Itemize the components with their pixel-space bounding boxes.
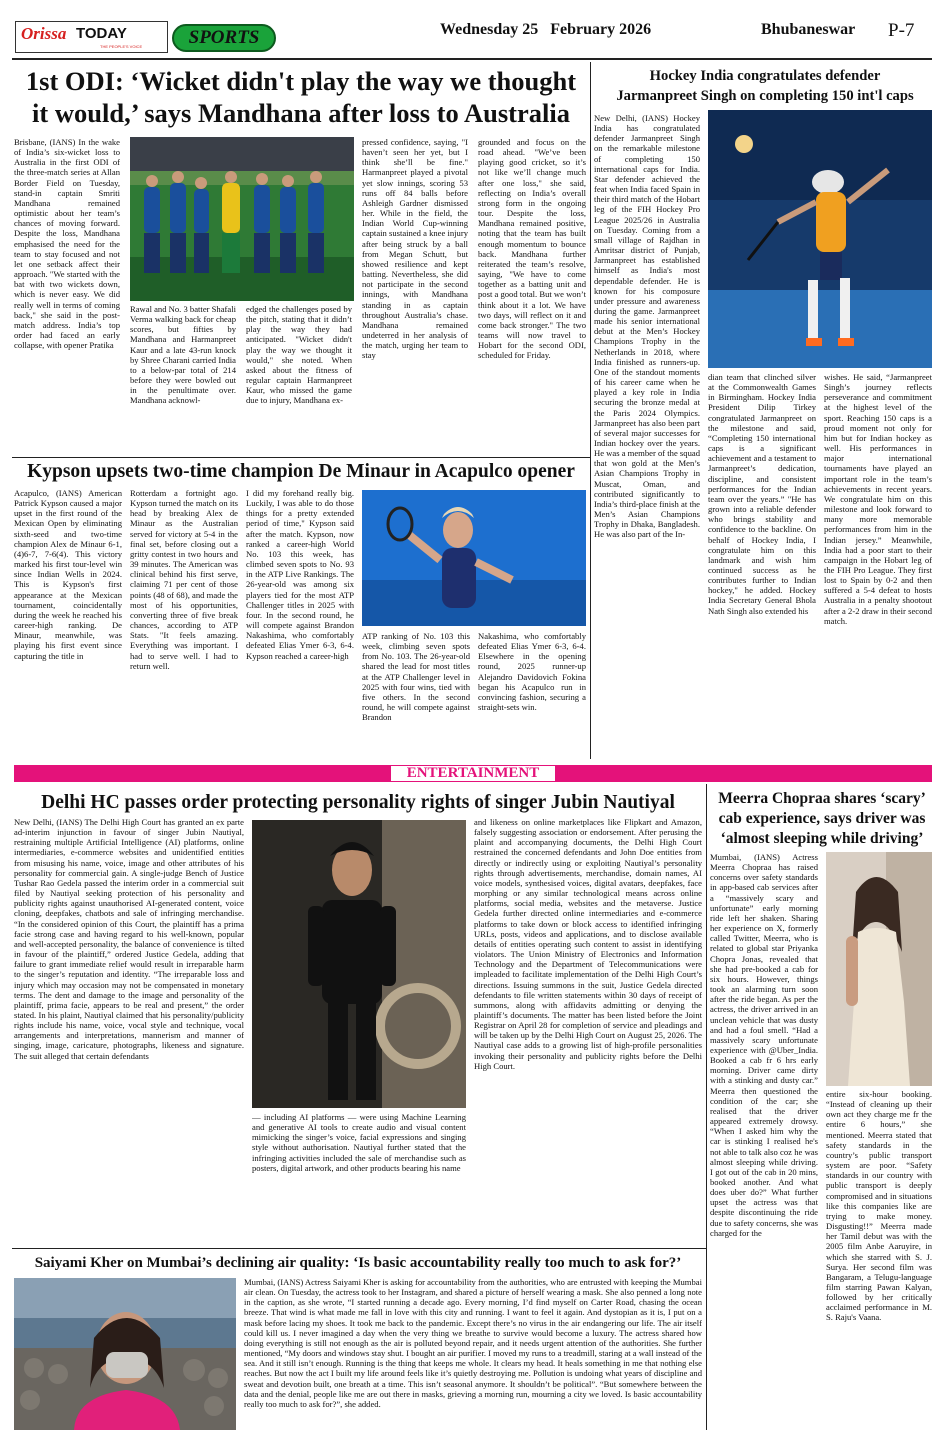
article-column: I did my forehand really big. Luckily, I was able to do those things for a pretty extended period of time," Kypson said after the match. Kypson, now ranked a career-high World No. 103 this week, has climbed seven spots to No. 93 in the ATP Live Rankings. The 26-year-old was among six players tied for the most ATP Challenger titles in 2025 with four. In the second round, he will compete against Brandon Nakashima, who comfortably defeated Elias Ymer 6-3, 6-4. Kypson reached a career-high [246,488,354,661]
headline: Delhi HC passes order protecting personality rights of singer Jubin Nautiyal [41,792,675,813]
logo-today: TODAY [76,25,127,42]
article-column: grounded and focus on the road ahead. "We’ve been playing good cricket, so it’s not like we’ll change much after one loss," she said, reflecting on India’s overall strong form in the ongoing tour. Despite the loss, Mandhana remained positive, noting that the team has built enough momentum to bounce back. Mandhana further reiterated the team’s resolve, saying, "We have to come together as a batting unit and post a good total. But we won’t think about it a lot. We have two days, will reflect on it and come back stronger." The two teams will now travel to Hobart for the second ODI, scheduled for Friday. [478,137,586,361]
article-column: and likeness on online marketplaces like Flipkart and Amazon, falsely suggesting association or endorsement. After perusing the plaint and accompanying documents, the Delhi High Court restrained the concerned defendants and John Doe entities from directly or indirectly using or exploiting Nautiyal’s personality rights through advertisements, merchandise, domain names, AI voice models, synthesised voices, digital avatars, deepfakes, face morphing or any similar technological means across online platforms, social media, websites and the metaverse. Justice Gedela further directed online intermediaries and e-commerce platforms to take down or block access to identified infringing URLs, posts, videos and applications, and to disclose available details of entities operating such content to assist in identifying violators. The Union Ministry of Electronics and Information Technology and the Department of Telecommunications were impleaded to facilitate implementation of the Delhi High Court’s directions. Issuing summons in the suit, Justice Gedela directed defendants to file written statements within 30 days of receipt of summons, along with affidavits admitting or denying the plaintiff’s documents. The matter has been listed before the Joint Registrar on April 28 for completion of service and pleadings and will be taken up by the Delhi High Court on August 25, 2026. The Nautiyal case adds to a growing list of high-profile personalities invoking their personality and publicity rights before the Delhi High Court. [474,817,702,1071]
article-column: Acapulco, (IANS) American Patrick Kypson caused a major upset in the first round of the Mexican Open by eliminating sixth-seed and two-time champion Alex de Minaur 6-1, (4)6-7, 7-6(4). This victory marked his first tour-level win since Indian Wells in 2024. This is Kypson's first appearance at the Mexican tournament, coincidentally during the week he reached his career-high ranking. De Minaur, meanwhile, was playing his first event since capturing the title in [14,488,122,661]
section-rule [12,457,590,458]
column-divider [706,784,707,1430]
masthead-rule [12,58,932,60]
page-number: P-7 [888,20,915,41]
headline-line: Meerra Chopraa shares ‘scary’ [718,790,926,807]
article-column: edged the challenges posed by the pitch, stating that it didn’t play the way they had anticipated. "Wicket didn't play the way we thought it would," she noted. When asked about the fitness of regular captain Harmanpreet Kaur, who missed the game due to injury, Mandhana ex- [246,304,352,406]
article-column: New Delhi, (IANS) Hockey India has congratulated defender Jarmanpreet Singh on the remarkable milestone of completing 150 international caps for India. Star defender achieved the feat when India faced Spain in their third match of the Hobart leg of the FIH Hockey Pro League 2025/26 in Australia on Tuesday. Coming from a small village of Rajdhan in Amritsar district of Punjab, Jarmanpreet has established himself as India's most dependable defender. He is known for his composure under pressure and awareness during the game. Jarmanpreet made his senior international debut at the Men’s Hockey Champions Trophy in the Netherlands in 2018, where India finished as runners-up. One of the standout moments of his career came when he played a key role in India securing the bronze medal at the Paris 2024 Olympics. Jarmanpreet has also been part of several major successes for Indian hockey over the years. He was a member of the squad that won gold at the Men’s Asian Champions Trophy in Muscat, Oman, and contributed significantly to India’s third-place finish at the Men’s Asian Champions Trophy in Dhaka, Bangladesh. He was also part of the In- [594,113,700,540]
article-column: dian team that clinched silver at the Commonwealth Games in Birmingham. Hockey India President Dilip Tirkey congratulated Jarmanpreet on the milestone and said, “Completing 150 international caps is a significant achievement and a testament to Jarmanpreet’s dedication, discipline, and consistent performances for the Indian team over the years.” "He has grown into a reliable defender who brings stability and confidence to the backline. On behalf of Hockey India, I congratulate him on this landmark and wish him continued success as he contributes further to Indian hockey," he added. Hockey India Secretary General Bhola Nath Singh also extended his [708,372,816,616]
article-column: pressed confidence, saying, "I haven’t seen her yet, but I think she’ll be fine." Harmanpreet played a pivotal yet slow innings, scoring 53 runs off 84 balls before Ashleigh Gardner dismissed her. While in the field, the Indian World Cup-winning captain sustained a knee injury after being struck by a ball from Megan Schutt, but showed resilience and kept batting. Nevertheless, she did not participate in the second innings, with Mandhana standing in as captain throughout Australia’s chase. Mandhana remained undeterred in her analysis of the match, urging her team to stay [362,137,468,361]
article-column: ATP ranking of No. 103 this week, climbing seven spots from No. 103. The 26-year-old shared the lead for most titles at the ATP Challenger level in 2025 with four wins, tied with five others. In the second round, he will compete against Brandon [362,631,470,723]
tennis-photo [362,490,586,626]
headline [710,789,934,849]
headline-line: cab experience, says driver was [718,810,926,827]
headline-line: Hockey India congratulates defender [649,68,881,84]
headline [14,65,588,129]
entertainment-label-box [390,765,556,782]
masthead [0,0,945,62]
section-rule [12,1248,706,1249]
article-column: Mumbai, (IANS) Actress Meerra Chopraa has raised concerns over safety standards in app-based cab services after a “massively scary and unfortunate” early morning ride left her shaken. Sharing her experience on X, formerly called Twitter, Meerra, who is related to global star Priyanka Chopra Jonas, revealed that she had pre-booked a cab for six hours. However, things took an alarming turn soon after the ride began. As per the actress, the driver arrived in an unclean vehicle that was dusty and had a foul smell. “Had a massively scary unfortunate experience with @Uber_India. Booked a cab fr 6 hrs early morning. Driver came dirty with a stinking and dusty car.” Meerra then questioned the condition of the car; she realised that the driver appeared extremely drowsy. “When I asked him why the car is stinking I realised he's not able to talk also coz he was almost sleeping while driving. I got out of the cab in 20 mins, booked another. And what does uber do?” What further upset the actress was that despite discontinuing the ride due to safety concerns, she was charged for the [710,852,818,1238]
saiyami-photo [14,1278,236,1430]
article-column: Mumbai, (IANS) Actress Saiyami Kher is asking for accountability from the authorities, who are entrusted with keeping the Mumbai air clean. On Tuesday, the actress took to her Instagram, and shared a picture of herself wearing a mask. She also penned a long note in the caption, as she wrote, “I started running a decade ago. Every morning, I’d find myself on Carter Road, chasing the ocean breeze. That wind is what made me fall in love with this city and running. I want to feel it again. And dystopian as it is, I put on a mask before lacing my shoes. It took me back to the pandemic. Except there’s no virus in the air endangering our life. The air itself could kill us. I never imagined a day when the very thing we breathe to survive would become a luxury. The actress shared how doing everything is still not enough as the air is polluted beyond repair, and it needs urgent attention of the authorities. She further mentioned, “My doors and windows stay shut. I bought an air purifier. I moved my runs to a treadmill, staring at a wall instead of the sea. And it still isn’t enough. Running is the thing that keeps me whole. It clears my head. It heals something in me that nothing else reaches. But now the act I built my life around feels like it’s quietly destroying me. Pollution is undoing what years of discipline and sweat and devotion built, one breath at a time. This isn’t seasonal anymore. It shouldn’t be political”. “But somewhere between the data and the denial, people like me are out there in masks, grieving a morning run, mourning a city we loved. Is basic accountability really too much to ask for?”, she added. [244,1277,702,1409]
headline-line: ‘almost sleeping while driving’ [720,830,924,847]
headline-line: 1st ODI: ‘Wicket didn't play the way we thought [25,66,577,96]
headline: Saiyami Kher on Mumbai’s declining air quality: ‘Is basic accountability really too much to ask for?’ [34,1255,682,1271]
jubin-photo [252,820,466,1108]
headline [594,66,936,106]
cricket-photo [130,137,354,301]
headline-line: it would,’ says Mandhana after loss to Australia [32,98,570,128]
meerra-photo [826,852,932,1086]
section-label: SPORTS [188,27,260,48]
article-column: Rawal and No. 3 batter Shafali Verma walking back for cheap scores, but fifties by Mandhana and Harmanpreet Kaur and a late 43-run knock by Shree Charani carried India to a below-par total of 214 before they were bowled out in the penultimate over. Mandhana acknowl- [130,304,236,406]
article-column: entire six-hour booking. “Instead of cleaning up their own act they charge me fr the entire 6 hours,” she mentioned. Meerra stated that safety standards in the country’s public transport system are poor. “Safety standards in our country with public transport is deeply compromised and in situations like this companies like are trying to make money. Disgusting!!” Meerra made her Tamil debut was with the 2005 film Anbe Aaruyire, in which she starred with S. J. Surya. Her second film was Bangaram, a Telugu-language film starring Pawan Kalyan, followed by her critically acclaimed performance in M. S. Raju's Vaana. [826,1089,932,1323]
article-column: — including AI platforms — were using Machine Learning and generative AI tools to create audio and visual content mimicking the singer’s voice, facial expressions and singing style without authorisation. Nautiyal further stated that the infringing activities included the sale of merchandise such as posters, digital artwork, and other products bearing his name [252,1112,466,1173]
entertainment-banner [14,765,932,782]
hockey-photo [708,110,932,368]
article-column: Rotterdam a fortnight ago. Kypson turned the match on its head by breaking Alex de Minaur as the Australian served for victory at 5-4 in the final set, before closing out a gritty contest in two hours and 39 minutes. The American was clinical behind his first serve, claiming 71 per cent of those points (48 of 68), and made the most of his opportunities, converting three of five break chances, according to ATP Stats. "It feels amazing. Everything was important. I had to serve well. I had to return well. [130,488,238,671]
article-column: Brisbane, (IANS) In the wake of India’s six-wicket loss to Australia in the first ODI of the three-match series at Allan Border Field on Tuesday, stand-in captain Smriti Mandhana remained optimistic about her team’s chances of moving forward. Despite the loss, Mandhana emphasised the need for the team to stay focused and not let one setback affect their approach. "We started with the bat with two wickets down, which is never easy. We did really well in terms of coming back," she said in the post-match address. India’s top order had faced an early collapse, with opener Pratika [14,137,120,351]
entertainment-label: ENTERTAINMENT [406,765,540,781]
section-banner [172,24,276,52]
logo-tagline: THE PEOPLE'S VOICE [100,44,143,49]
logo [15,21,168,53]
article-column: Nakashima, who comfortably defeated Elias Ymer 6-3, 6-4. Elsewhere in the opening round, 2025 runner-up Alejandro Davidovich Fokina began his Acapulco run in convincing fashion, securing a straight-sets win. [478,631,586,713]
article-column: wishes. He said, “Jarmanpreet Singh’s journey reflects perseverance and commitment at the highest level of the sport. Reaching 150 caps is a proud moment not only for him but for Indian hockey as well. His performances in major international tournaments have played an important role in the team’s achievements in recent years. We congratulate him on this milestone and look forward to many more memorable performances from him in the Indian jersey.” Meanwhile, India had a poor start to their campaign in the Hobart leg of the FIH Pro League. They first lost to Spain by 0-2 and then suffered a 5-4 defeat to hosts Australia in a penalty shootout after a 2-2 draw in their second match. [824,372,932,626]
issue-date: Wednesday 25 February 2026 [440,21,652,38]
headline: Kypson upsets two-time champion De Minaur in Acapulco opener [27,461,575,482]
column-divider [590,62,591,759]
logo-orissa: Orissa [21,24,67,43]
article-column: New Delhi, (IANS) The Delhi High Court has granted an ex parte ad-interim injunction in favour of singer Jubin Nautiyal, restraining multiple Artificial Intelligence (AI) platforms, online intermediaries, e-commerce websites and unidentified entities from misusing his name, voice, image and other attributes of his personality for commercial gain. A single-judge Bench of Justice Tushar Rao Gedela passed the interim order in a commercial suit filed by Nautiyal seeking protection of his personality and publicity rights against unauthorised AI-generated content, voice cloning, deepfakes, chatbots and sale of infringing merchandise. “In the considered opinion of this Court, the plaintiff has a prima facie strong case and having regard to his well-known, popular and well-accepted personality, the balance of convenience is tilted in favour of the plaintiff,” ordered Justice Gedela, adding that failure to grant immediate relief would result in irreparable harm to the singer’s reputation and identity. “The irreparable loss and injury which may occasion may not be compensated in monetary terms. The dent and damage to the image and personality of the plaintiff, prima facie, appears to be real and present,” the order stated. In his plaint, Nautiyal claimed that his personality/publicity rights include his name, voice, vocal style and technique, vocal arrangements and interpretations, mannerism and manner of singing, image, caricature, photographs, likeness and signature. The suit alleged that certain defendants [14,817,244,1061]
issue-city: Bhubaneswar [761,21,856,38]
headline-line: Jarmanpreet Singh on completing 150 int'l caps [616,88,914,104]
